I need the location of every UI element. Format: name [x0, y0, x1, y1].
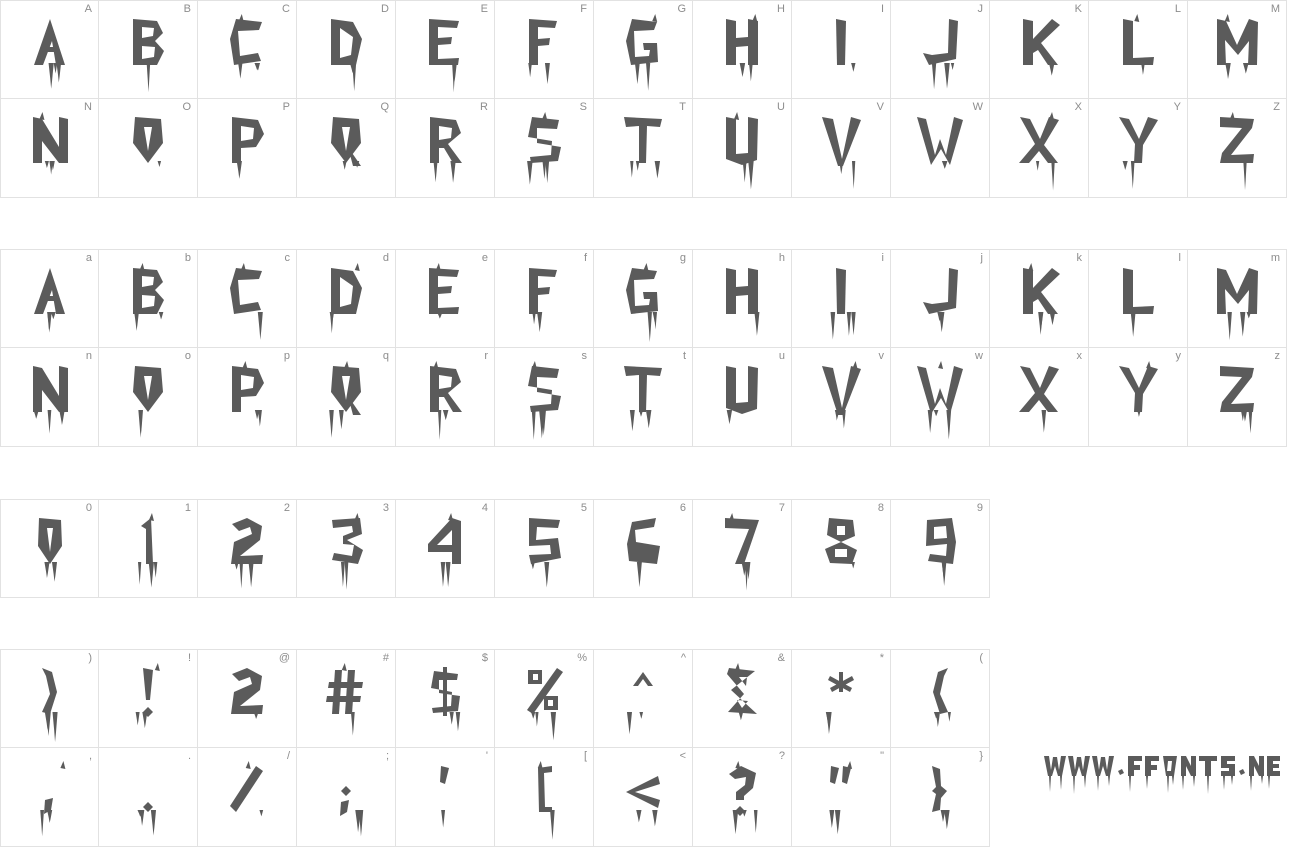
glyph-cell [0, 348, 99, 447]
glyph-preview [396, 662, 494, 748]
glyph-cell [1089, 249, 1188, 348]
glyph-label: t [682, 350, 686, 362]
glyph-cell [99, 649, 198, 748]
glyph-row [0, 748, 1000, 847]
glyph-label: 1 [184, 502, 191, 514]
glyph-cell [594, 649, 693, 748]
glyph-preview [99, 662, 197, 748]
glyph-label: , [88, 750, 92, 762]
glyph-label: ) [88, 652, 92, 664]
glyph-preview [495, 662, 593, 748]
glyph-preview [396, 111, 494, 197]
glyph-preview [1, 360, 98, 446]
glyph-preview [693, 512, 791, 598]
glyph-cell [0, 499, 99, 598]
glyph-preview [396, 13, 494, 99]
glyph-cell [0, 99, 99, 198]
glyph-preview [792, 111, 890, 197]
glyph-label: " [880, 750, 884, 762]
glyph-cell [594, 348, 693, 447]
glyph-cell [693, 0, 792, 99]
glyph-label: 9 [976, 502, 983, 514]
glyph-label: P [282, 101, 290, 113]
glyph-preview [198, 512, 296, 598]
glyph-label: 0 [85, 502, 92, 514]
glyph-label: T [679, 101, 686, 113]
glyph-label: D [381, 3, 389, 15]
glyph-cell [198, 499, 297, 598]
glyph-cell [1089, 348, 1188, 447]
glyph-label: J [977, 3, 983, 15]
glyph-label: * [879, 652, 884, 664]
glyph-preview [792, 262, 890, 348]
glyph-preview [396, 262, 494, 348]
glyph-preview [1188, 360, 1286, 446]
glyph-preview [990, 360, 1088, 446]
glyph-cell [990, 249, 1089, 348]
glyph-label: A [84, 3, 92, 15]
glyph-preview [99, 760, 197, 846]
glyph-cell [1188, 99, 1287, 198]
glyph-cell [396, 348, 495, 447]
glyph-cell [792, 348, 891, 447]
glyph-label: I [880, 3, 884, 15]
glyph-cell [99, 99, 198, 198]
glyph-preview [1188, 262, 1286, 348]
glyph-preview [891, 760, 989, 846]
glyph-label: w [975, 350, 983, 362]
glyph-preview [1, 13, 98, 99]
glyph-preview [297, 760, 395, 846]
glyph-cell [396, 748, 495, 847]
glyph-cell [495, 249, 594, 348]
glyph-label: % [577, 652, 587, 664]
glyph-label: z [1274, 350, 1280, 362]
glyph-cell [891, 0, 990, 99]
glyph-preview [594, 111, 692, 197]
glyph-label: c [284, 252, 290, 264]
glyph-label: r [484, 350, 488, 362]
glyph-preview [1188, 13, 1286, 99]
glyph-label: Y [1173, 101, 1181, 113]
glyph-label: 2 [283, 502, 290, 514]
glyph-preview [792, 512, 890, 598]
glyph-cell [693, 348, 792, 447]
glyph-cell [198, 748, 297, 847]
glyph-cell [0, 748, 99, 847]
glyph-label: N [84, 101, 92, 113]
glyph-label: Q [380, 101, 389, 113]
glyph-preview [792, 662, 890, 748]
glyph-label: G [677, 3, 686, 15]
glyph-preview [1, 512, 98, 598]
glyph-preview [495, 13, 593, 99]
glyph-preview [990, 262, 1088, 348]
glyph-cell [396, 649, 495, 748]
glyph-label: # [382, 652, 389, 664]
glyph-cell [891, 649, 990, 748]
glyph-label: X [1074, 101, 1082, 113]
glyph-cell [297, 499, 396, 598]
glyph-preview [891, 262, 989, 348]
glyph-grid-uppercase [0, 0, 1300, 198]
glyph-preview [198, 662, 296, 748]
glyph-preview [594, 13, 692, 99]
glyph-label: y [1175, 350, 1181, 362]
glyph-cell [594, 99, 693, 198]
glyph-label: u [778, 350, 785, 362]
glyph-preview [693, 13, 791, 99]
glyph-label: ' [485, 750, 488, 762]
glyph-label: 7 [778, 502, 785, 514]
glyph-preview [693, 360, 791, 446]
glyph-label: v [878, 350, 884, 362]
glyph-preview [693, 662, 791, 748]
glyph-cell [396, 499, 495, 598]
glyph-cell [990, 348, 1089, 447]
glyph-preview [297, 512, 395, 598]
glyph-cell [594, 499, 693, 598]
glyph-label: 6 [679, 502, 686, 514]
glyph-cell [594, 748, 693, 847]
glyph-label: / [286, 750, 290, 762]
glyph-preview [99, 111, 197, 197]
glyph-preview [792, 13, 890, 99]
glyph-cell [792, 0, 891, 99]
glyph-preview [297, 111, 395, 197]
glyph-preview [594, 512, 692, 598]
glyph-cell [891, 99, 990, 198]
glyph-label: n [85, 350, 92, 362]
glyph-preview [792, 760, 890, 846]
glyph-cell [99, 499, 198, 598]
glyph-cell [99, 348, 198, 447]
glyph-cell [693, 99, 792, 198]
glyph-preview [495, 360, 593, 446]
glyph-cell [297, 99, 396, 198]
glyph-label: L [1174, 3, 1181, 15]
glyph-row [0, 348, 1300, 447]
glyph-label: f [583, 252, 587, 264]
glyph-preview [1089, 13, 1187, 99]
glyph-cell [495, 499, 594, 598]
glyph-preview [1089, 360, 1187, 446]
glyph-label: l [1178, 252, 1181, 264]
glyph-preview [891, 662, 989, 748]
glyph-cell [693, 649, 792, 748]
glyph-label: q [382, 350, 389, 362]
glyph-label: E [480, 3, 488, 15]
glyph-label: ! [187, 652, 191, 664]
glyph-row [0, 499, 1000, 598]
glyph-cell [99, 748, 198, 847]
glyph-preview [495, 512, 593, 598]
glyph-cell [891, 499, 990, 598]
glyph-cell [0, 249, 99, 348]
glyph-preview [693, 111, 791, 197]
glyph-label: d [382, 252, 389, 264]
glyph-label: ( [979, 652, 983, 664]
glyph-cell [693, 499, 792, 598]
glyph-row [0, 649, 1000, 748]
glyph-label: $ [481, 652, 488, 664]
glyph-preview [594, 760, 692, 846]
glyph-cell [1089, 99, 1188, 198]
glyph-label: g [679, 252, 686, 264]
glyph-preview [198, 111, 296, 197]
glyph-cell [1089, 0, 1188, 99]
glyph-cell [990, 0, 1089, 99]
glyph-preview [1089, 262, 1187, 348]
glyph-cell [297, 748, 396, 847]
glyph-row [0, 0, 1300, 99]
glyph-label: e [481, 252, 488, 264]
glyph-preview [198, 13, 296, 99]
glyph-label: < [679, 750, 686, 762]
glyph-label: i [881, 252, 884, 264]
glyph-label: V [876, 101, 884, 113]
glyph-cell [198, 0, 297, 99]
glyph-grid-lowercase [0, 249, 1300, 447]
glyph-preview [1, 111, 98, 197]
glyph-preview [594, 262, 692, 348]
glyph-preview [1, 760, 98, 846]
glyph-preview [990, 13, 1088, 99]
glyph-cell [594, 0, 693, 99]
glyph-cell [990, 99, 1089, 198]
glyph-preview [693, 262, 791, 348]
glyph-preview [198, 262, 296, 348]
glyph-cell [396, 249, 495, 348]
glyph-cell [396, 99, 495, 198]
glyph-grid-digits [0, 499, 1000, 598]
glyph-preview [495, 111, 593, 197]
glyph-preview [990, 111, 1088, 197]
glyph-cell [99, 249, 198, 348]
glyph-preview [99, 262, 197, 348]
glyph-label: o [184, 350, 191, 362]
glyph-cell [1188, 0, 1287, 99]
glyph-preview [1089, 111, 1187, 197]
glyph-label: K [1074, 3, 1082, 15]
glyph-cell [99, 0, 198, 99]
glyph-preview [594, 360, 692, 446]
glyph-label: U [777, 101, 785, 113]
glyph-label: [ [583, 750, 587, 762]
glyph-cell [198, 249, 297, 348]
glyph-cell [198, 649, 297, 748]
glyph-cell [495, 649, 594, 748]
glyph-preview [396, 760, 494, 846]
glyph-cell [0, 649, 99, 748]
glyph-label: h [778, 252, 785, 264]
watermark-ffonts [1040, 752, 1280, 798]
glyph-label: ? [778, 750, 785, 762]
glyph-preview [693, 760, 791, 846]
glyph-cell [594, 249, 693, 348]
glyph-preview [99, 360, 197, 446]
glyph-preview [396, 360, 494, 446]
glyph-preview [891, 360, 989, 446]
glyph-cell [792, 99, 891, 198]
glyph-cell [495, 99, 594, 198]
glyph-preview [297, 262, 395, 348]
glyph-cell [297, 249, 396, 348]
glyph-label: . [187, 750, 191, 762]
glyph-preview [495, 760, 593, 846]
glyph-label: O [182, 101, 191, 113]
glyph-cell [198, 99, 297, 198]
glyph-label: 8 [877, 502, 884, 514]
glyph-label: C [282, 3, 290, 15]
glyph-label: j [980, 252, 983, 264]
glyph-label: ; [385, 750, 389, 762]
glyph-label: b [184, 252, 191, 264]
glyph-cell [495, 748, 594, 847]
glyph-label: s [581, 350, 587, 362]
glyph-label: H [777, 3, 785, 15]
glyph-label: 5 [580, 502, 587, 514]
glyph-label: Z [1273, 101, 1280, 113]
glyph-label: a [85, 252, 92, 264]
glyph-label: F [580, 3, 587, 15]
glyph-cell [396, 0, 495, 99]
glyph-preview [297, 662, 395, 748]
glyph-preview [1188, 111, 1286, 197]
glyph-preview [891, 111, 989, 197]
glyph-cell [792, 249, 891, 348]
glyph-cell [198, 348, 297, 447]
glyph-label: 4 [481, 502, 488, 514]
glyph-cell [297, 348, 396, 447]
glyph-label: } [979, 750, 983, 762]
glyph-row [0, 99, 1300, 198]
glyph-preview [594, 662, 692, 748]
glyph-label: R [480, 101, 488, 113]
glyph-row [0, 249, 1300, 348]
glyph-cell [693, 249, 792, 348]
glyph-preview [99, 13, 197, 99]
glyph-preview [297, 13, 395, 99]
glyph-preview [198, 760, 296, 846]
glyph-label: m [1270, 252, 1280, 264]
glyph-cell [693, 748, 792, 847]
glyph-cell [792, 649, 891, 748]
glyph-cell [495, 348, 594, 447]
glyph-label: W [972, 101, 983, 113]
glyph-cell [495, 0, 594, 99]
glyph-preview [891, 512, 989, 598]
glyph-preview [891, 13, 989, 99]
glyph-cell [0, 0, 99, 99]
glyph-label: ^ [680, 652, 686, 664]
glyph-label: S [579, 101, 587, 113]
glyph-label: x [1076, 350, 1082, 362]
glyph-preview [1, 262, 98, 348]
glyph-preview [99, 512, 197, 598]
glyph-preview [1, 662, 98, 748]
glyph-cell [792, 748, 891, 847]
glyph-preview [495, 262, 593, 348]
glyph-cell [792, 499, 891, 598]
glyph-preview [297, 360, 395, 446]
glyph-cell [297, 0, 396, 99]
glyph-cell [297, 649, 396, 748]
glyph-cell [1188, 348, 1287, 447]
glyph-preview [396, 512, 494, 598]
glyph-cell [1188, 249, 1287, 348]
glyph-label: 3 [382, 502, 389, 514]
glyph-label: k [1076, 252, 1082, 264]
glyph-preview [198, 360, 296, 446]
glyph-cell [891, 348, 990, 447]
glyph-label: p [283, 350, 290, 362]
glyph-grid-punctuation [0, 649, 1000, 847]
glyph-label: B [183, 3, 191, 15]
glyph-label: @ [278, 652, 290, 664]
glyph-label: M [1270, 3, 1280, 15]
glyph-preview [792, 360, 890, 446]
glyph-cell [891, 748, 990, 847]
glyph-label: & [777, 652, 785, 664]
glyph-cell [891, 249, 990, 348]
